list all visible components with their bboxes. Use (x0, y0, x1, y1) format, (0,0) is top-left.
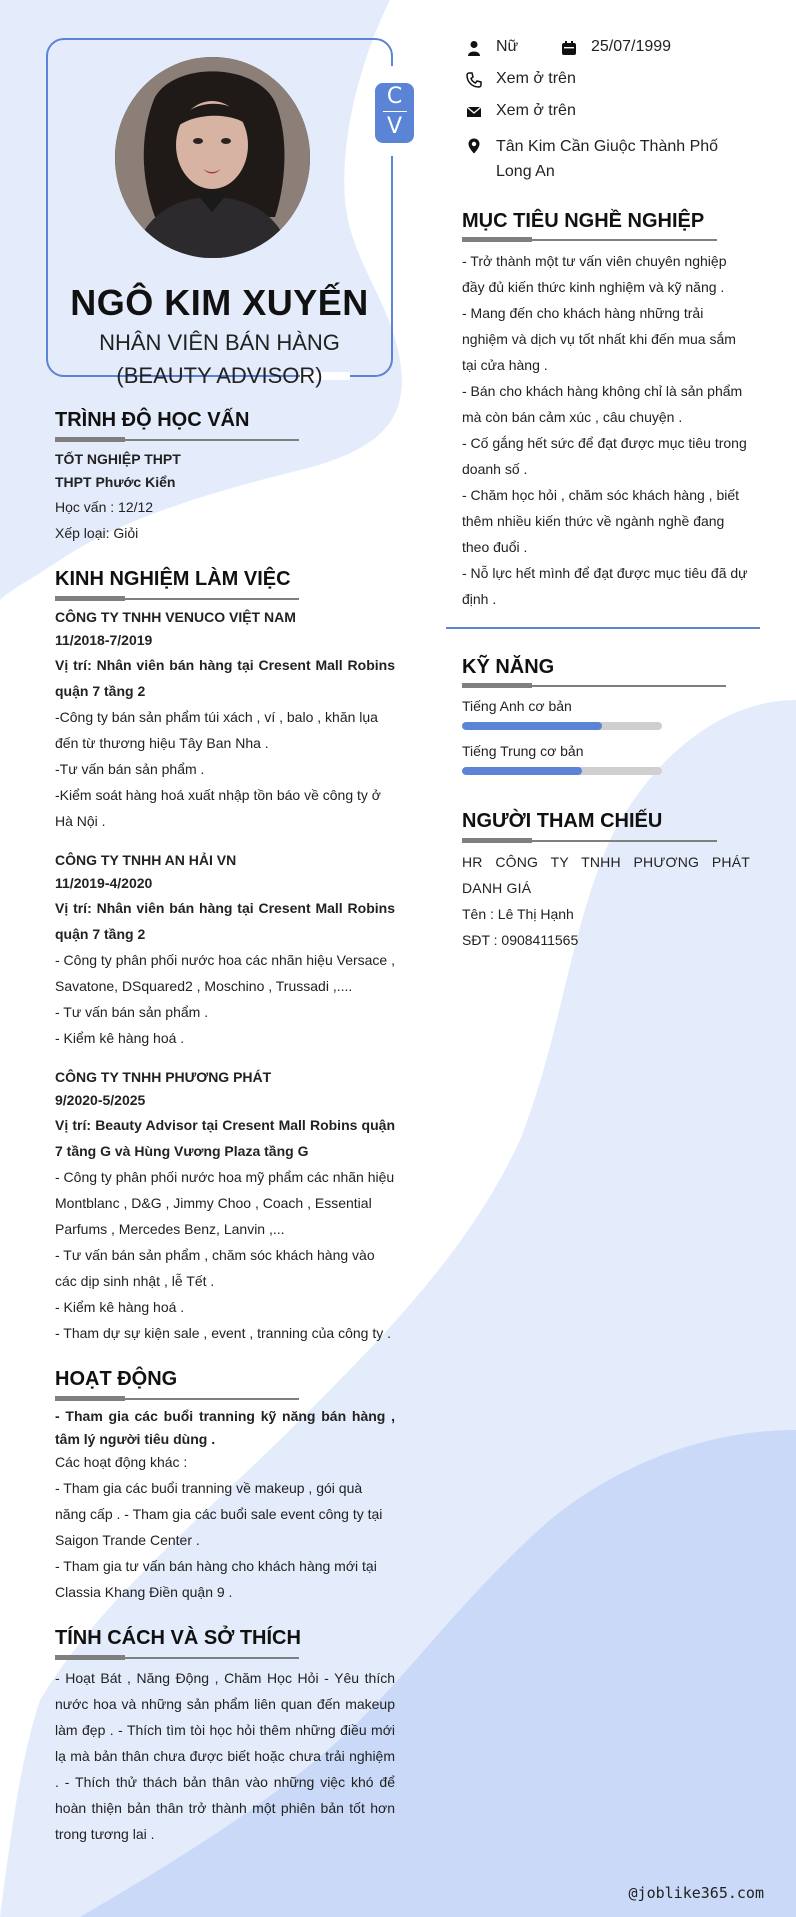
right-column-divider (446, 627, 760, 629)
activities-other-label: Các hoạt động khác : (55, 1454, 188, 1470)
job-title-line-1: NHÂN VIÊN BÁN HÀNG (99, 330, 340, 355)
personality-title: TÍNH CÁCH VÀ SỞ THÍCH (55, 1627, 301, 1649)
job-1-detail-1: -Công ty bán sản phẩm túi xách , ví , balo , khăn lụa đến từ thương hiệu Tây Ban Nha . (55, 709, 378, 751)
contact-email-row (466, 102, 576, 120)
cv-letter-v: V (386, 114, 403, 139)
references-phone: SĐT : 0908411565 (462, 932, 579, 948)
skills-rule (462, 685, 726, 687)
cv-badge (375, 83, 414, 143)
activities-item-2: - Tham gia tư vấn bán hàng cho khách hàng mới tại Classia Khang Điền quận 9 . (55, 1558, 377, 1600)
phone-icon (466, 72, 482, 88)
contact-birthdate: 25/07/1999 (591, 38, 672, 55)
job-3-detail-1: - Công ty phân phối nước hoa mỹ phẩm các nhãn hiệu Montblanc , D&G , Jimmy Choo , Coach , Essential Parfums , Mercedes Benz, Lanvin ,... (55, 1169, 395, 1237)
cv-letter-c: C (386, 84, 403, 109)
objective-item-1: - Trở thành một tư vấn viên chuyên nghiệp đầy đủ kiến thức kinh nghiệm và kỹ năng . (462, 253, 727, 295)
job-1-detail-2: -Tư vấn bán sản phẩm . (55, 761, 205, 777)
skill-2-label: Tiếng Trung cơ bản (462, 743, 584, 759)
cv-divider (383, 111, 407, 112)
objective-item-5: - Chăm học hỏi , chăm sóc khách hàng , biết thêm nhiều kiến thức về ngành nghề đang theo đuổi . (462, 487, 740, 555)
objective-title: MỤC TIÊU NGHỀ NGHIỆP (462, 210, 705, 232)
references-org: HR CÔNG TY TNHH PHƯƠNG PHÁT DANH GIÁ (462, 854, 750, 896)
job-3-detail-3: - Kiểm kê hàng hoá . (55, 1299, 185, 1315)
contact-address-row (466, 134, 736, 184)
job-2-detail-2: - Tư vấn bán sản phẩm . (55, 1004, 209, 1020)
job-2-period: 11/2019-4/2020 (55, 875, 153, 891)
profile-photo (115, 57, 310, 258)
job-3-detail-4: - Tham dự sự kiện sale , event , tranning của công ty . (55, 1325, 391, 1341)
education-title: TRÌNH ĐỘ HỌC VẤN (55, 409, 250, 431)
contact-gender-row (466, 38, 518, 56)
contact-gender: Nữ (496, 38, 519, 55)
job-1-company: CÔNG TY TNHH VENUCO VIỆT NAM (55, 609, 296, 625)
personality-text: - Hoạt Bát , Năng Động , Chăm Học Hỏi - Yêu thích nước hoa và những sản phẩm liên quan đến makeup làm đẹp . - Thích tìm tòi học hỏi thêm những điều mới lạ mà bản thân chưa được biết hoặc chưa trải nghiệm . - Thích thử thách bản thân vào những việc khó để hoàn thiện bản thân trở thành một phiên bản tốt hơn trong tương lai . (55, 1670, 395, 1842)
objective-item-3: - Bán cho khách hàng không chỉ là sản phẩm mà còn bán cảm xúc , câu chuyện . (462, 383, 743, 425)
job-2-company: CÔNG TY TNHH AN HẢI VN (55, 852, 237, 868)
personality-rule (55, 1657, 299, 1659)
objective-item-4: - Cố gắng hết sức để đạt được mục tiêu trong doanh số . (462, 435, 747, 477)
contact-address: Tân Kim Cần Giuộc Thành Phố Long An (496, 138, 719, 180)
user-icon (466, 40, 482, 56)
job-3-period: 9/2020-5/2025 (55, 1092, 146, 1108)
education-degree: TỐT NGHIỆP THPT (55, 451, 181, 467)
references-name: Tên : Lê Thị Hạnh (462, 906, 574, 922)
contact-phone: Xem ở trên (496, 70, 576, 87)
contact-phone-row (466, 70, 576, 88)
activities-title: HOẠT ĐỘNG (55, 1368, 178, 1390)
job-1-period: 11/2018-7/2019 (55, 632, 153, 648)
experience-rule (55, 598, 299, 600)
footer-watermark: @joblike365.com (628, 1884, 764, 1902)
contact-email: Xem ở trên (496, 102, 576, 119)
activities-rule (55, 1398, 299, 1400)
education-rule (55, 439, 299, 441)
envelope-icon (466, 104, 482, 120)
activities-highlight: - Tham gia các buổi tranning kỹ năng bán hàng , tâm lý người tiêu dùng . (55, 1408, 395, 1447)
education-level: Học vấn : 12/12 (55, 499, 154, 515)
calendar-icon (561, 40, 577, 56)
job-2-detail-3: - Kiểm kê hàng hoá . (55, 1030, 185, 1046)
candidate-name: NGÔ KIM XUYẾN (70, 282, 369, 323)
job-2-detail-1: - Công ty phân phối nước hoa các nhãn hiệu Versace , Savatone, DSquared2 , Moschino , Trussadi ,.... (55, 952, 395, 994)
job-3-detail-2: - Tư vấn bán sản phẩm , chăm sóc khách hàng vào các dịp sinh nhật , lễ Tết . (55, 1247, 375, 1289)
location-pin-icon (466, 138, 482, 154)
skills-title: KỸ NĂNG (462, 656, 555, 678)
contact-birthdate-row (561, 38, 671, 56)
objective-item-6: - Nỗ lực hết mình để đạt được mục tiêu đã dự định . (462, 565, 748, 607)
objective-rule (462, 239, 717, 241)
activities-item-1: - Tham gia các buổi tranning về makeup , gói quà năng cấp . - Tham gia các buổi sale event công ty tại Saigon Trande Center . (55, 1480, 383, 1548)
skill-2-fill (462, 767, 582, 775)
education-school: THPT Phước Kiển (55, 474, 176, 490)
objective-item-2: - Mang đến cho khách hàng những trải nghiệm và dịch vụ tốt nhất khi đến mua sắm tại cửa hàng . (462, 305, 736, 373)
skill-1-fill (462, 722, 602, 730)
education-grade: Xếp loại: Giỏi (55, 525, 139, 541)
references-title: NGƯỜI THAM CHIẾU (462, 810, 663, 832)
experience-title: KINH NGHIỆM LÀM VIỆC (55, 568, 291, 590)
job-title-line-2: (BEAUTY ADVISOR) (116, 363, 323, 388)
job-1-position: Vị trí: Nhân viên bán hàng tại Cresent Mall Robins quận 7 tầng 2 (55, 657, 395, 699)
job-3-company: CÔNG TY TNHH PHƯƠNG PHÁT (55, 1069, 272, 1085)
skill-2-bar (462, 767, 662, 775)
job-3-position: Vị trí: Beauty Advisor tại Cresent Mall Robins quận 7 tầng G và Hùng Vương Plaza tầng G (55, 1117, 395, 1159)
skill-1-bar (462, 722, 662, 730)
references-rule (462, 840, 717, 842)
job-2-position: Vị trí: Nhân viên bán hàng tại Cresent Mall Robins quận 7 tầng 2 (55, 900, 395, 942)
skill-1-label: Tiếng Anh cơ bản (462, 698, 572, 714)
job-1-detail-3: -Kiểm soát hàng hoá xuất nhập tồn báo về công ty ở Hà Nội . (55, 787, 381, 829)
